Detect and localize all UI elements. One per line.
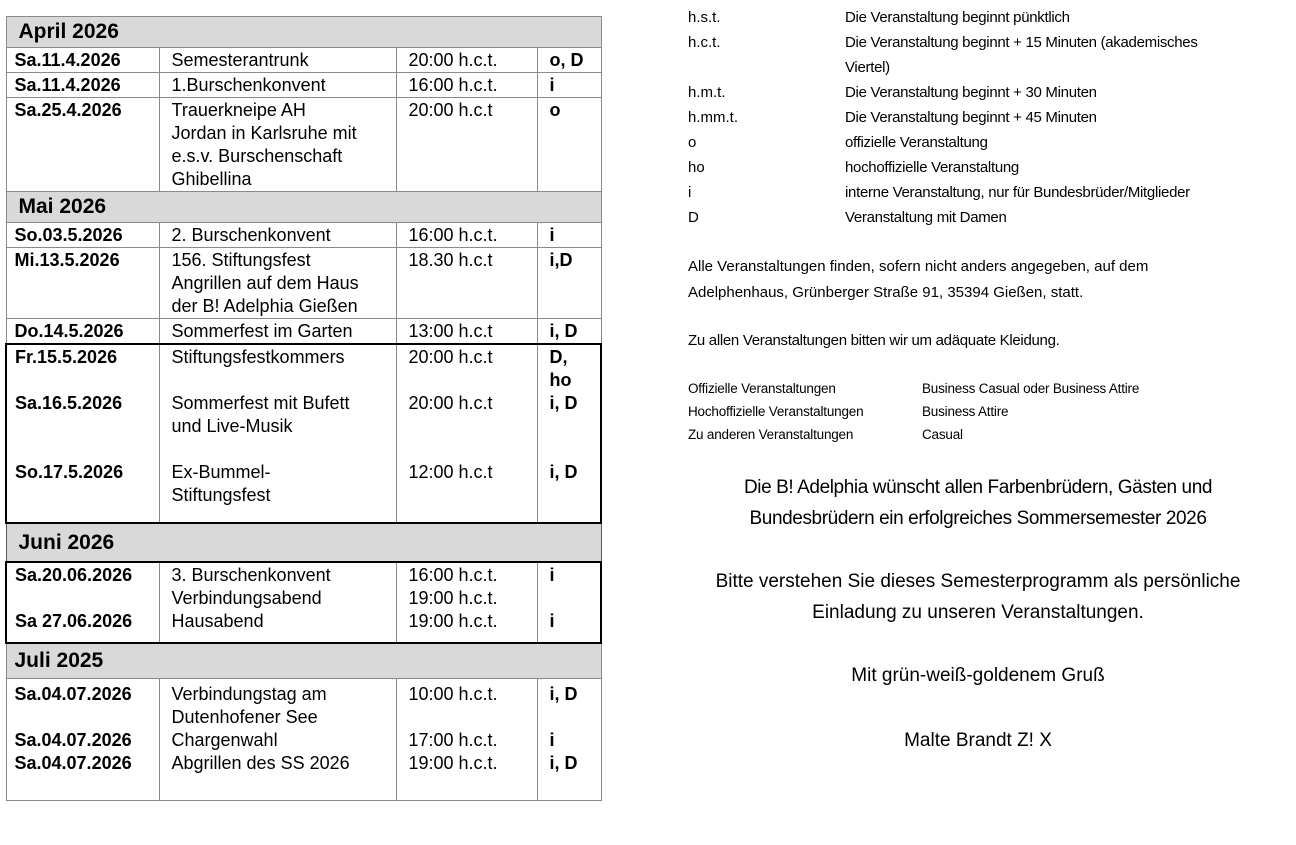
greeting: Mit grün-weiß-goldenem Gruß <box>851 665 1105 686</box>
event-row: So.03.5.2026 2. Burschenkonvent 16:00 h.c.t. i <box>6 223 601 248</box>
semester-wish: Die B! Adelphia wünscht allen Farbenbrüdern, Gästen und Bundesbrüdern ein erfolgreiches Sommersemester 2026 <box>743 477 1213 529</box>
event-time: 20:00 h.c.t 20:00 h.c.t 12:00 h.c.t <box>396 344 537 523</box>
event-row: Do.14.5.2026 Sommerfest im Garten 13:00 h.c.t i, D <box>6 319 601 345</box>
event-group-row <box>6 344 601 523</box>
month-header-april: April 2026 <box>6 17 601 48</box>
legend-row: h.s.t. Die Veranstaltung beginnt pünktlich <box>688 9 1070 26</box>
dresscode-list <box>688 377 1139 446</box>
event-type: i, D i i, D <box>537 679 601 801</box>
event-type: i <box>537 73 601 98</box>
signature: Malte Brandt Z! X <box>904 730 1052 751</box>
location-note: Alle Veranstaltungen finden, sofern nicht anders angegeben, auf dem Adelphenhaus, Grünberger Straße 91, 35394 Gießen, statt. <box>688 258 1149 301</box>
schedule-table <box>5 16 602 801</box>
event-type: i,D <box>537 248 601 319</box>
event-time: 20:00 h.c.t. <box>396 48 537 73</box>
dresscode-row: Zu anderen Veranstaltungen Casual <box>688 427 963 442</box>
event-time: 16:00 h.c.t. <box>396 73 537 98</box>
event-row: Sa.11.4.2026 1.Burschenkonvent 16:00 h.c.t. i <box>6 73 601 98</box>
event-title: Trauerkneipe AH Jordan in Karlsruhe mit e.s.v. Burschenschaft Ghibellina <box>159 98 396 192</box>
event-title: 1.Burschenkonvent <box>159 73 396 98</box>
event-type: i, D <box>537 319 601 345</box>
event-title: Stiftungsfestkommers Sommerfest mit Bufett und Live-Musik Ex-Bummel- Stiftungsfest <box>159 344 396 523</box>
event-row: Sa.25.4.2026 Trauerkneipe AH Jordan in Karlsruhe mit e.s.v. Burschenschaft Ghibellina 20:00 h.c.t o <box>6 98 601 192</box>
event-dates: Fr.15.5.2026 Sa.16.5.2026 So.17.5.2026 <box>6 344 159 523</box>
event-title: 2. Burschenkonvent <box>159 223 396 248</box>
legend-row: o offizielle Veranstaltung <box>688 134 988 151</box>
event-type: D, ho i, D i, D <box>537 344 601 523</box>
event-time: 16:00 h.c.t. <box>396 223 537 248</box>
event-dates: Sa.04.07.2026 Sa.04.07.2026 Sa.04.07.2026 <box>6 679 159 801</box>
event-title: Sommerfest im Garten <box>159 319 396 345</box>
event-block-row <box>6 679 601 801</box>
event-row: Mi.13.5.2026 156. Stiftungsfest Angrillen auf dem Haus der B! Adelphia Gießen 18.30 h.c.t i,D <box>6 248 601 319</box>
event-time: 13:00 h.c.t <box>396 319 537 345</box>
event-time: 20:00 h.c.t <box>396 98 537 192</box>
event-time: 10:00 h.c.t. 17:00 h.c.t. 19:00 h.c.t. <box>396 679 537 801</box>
event-type: o <box>537 98 601 192</box>
abbreviation-legend <box>688 5 1288 230</box>
event-row: Sa.11.4.2026 Semesterantrunk 20:00 h.c.t. o, D <box>6 48 601 73</box>
event-title: 156. Stiftungsfest Angrillen auf dem Haus der B! Adelphia Gießen <box>159 248 396 319</box>
event-title: 3. Burschenkonvent Verbindungsabend Hausabend <box>159 562 396 643</box>
legend-row: h.m.t. Die Veranstaltung beginnt + 30 Minuten <box>688 84 1097 101</box>
event-time: 16:00 h.c.t. 19:00 h.c.t. 19:00 h.c.t. <box>396 562 537 643</box>
legend-row: D Veranstaltung mit Damen <box>688 209 1007 226</box>
event-title: Verbindungstag am Dutenhofener See Chargenwahl Abgrillen des SS 2026 <box>159 679 396 801</box>
legend-row: ho hochoffizielle Veranstaltung <box>688 159 1019 176</box>
event-type: i i <box>537 562 601 643</box>
event-time: 18.30 h.c.t <box>396 248 537 319</box>
legend-row: h.c.t. Die Veranstaltung beginnt + 15 Minuten (akademisches Viertel) <box>688 34 1198 76</box>
legend-row: h.mm.t. Die Veranstaltung beginnt + 45 Minuten <box>688 109 1097 126</box>
month-header-juni: Juni 2026 <box>6 523 601 562</box>
event-title: Semesterantrunk <box>159 48 396 73</box>
month-header-juli: Juli 2025 <box>6 643 601 679</box>
event-type: i <box>537 223 601 248</box>
month-header-mai: Mai 2026 <box>6 192 601 223</box>
clothing-note: Zu allen Veranstaltungen bitten wir um adäquate Kleidung. <box>688 332 1060 349</box>
event-group-row <box>6 562 601 643</box>
event-type: o, D <box>537 48 601 73</box>
legend-row: i interne Veranstaltung, nur für Bundesbrüder/Mitglieder <box>688 184 1190 201</box>
dresscode-row: Offizielle Veranstaltungen Business Casual oder Business Attire <box>688 381 1140 396</box>
event-dates: Sa.20.06.2026 Sa 27.06.2026 <box>6 562 159 643</box>
dresscode-row: Hochoffizielle Veranstaltungen Business Attire <box>688 404 1009 419</box>
invitation-text: Bitte verstehen Sie dieses Semesterprogramm als persönliche Einladung zu unseren Veranstaltungen. <box>715 571 1241 623</box>
